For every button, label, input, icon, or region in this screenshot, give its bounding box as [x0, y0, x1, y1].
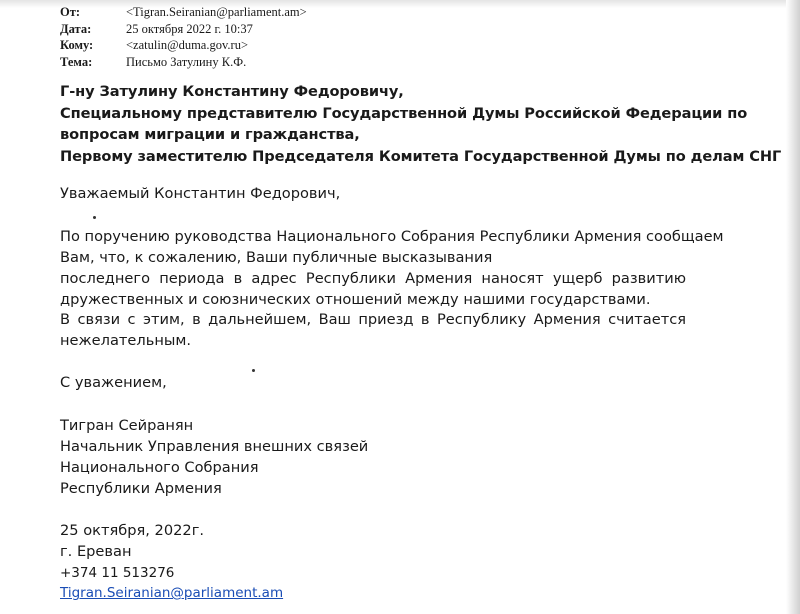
body-line-1: По поручению руководства Национального Собрания Республики Армения сообщаем [60, 228, 724, 245]
email-subject-value: Письмо Затулину К.Ф. [126, 54, 247, 69]
scan-edge-right [786, 0, 800, 614]
body-line-3: последнего периода в адрес Республики Армения наносят ущерб развитию [60, 270, 686, 287]
addressee-line-3: вопросам миграции и гражданства, [60, 126, 360, 143]
email-header [60, 4, 307, 70]
email-from-value: <Tigran.Seiranian@parliament.am> [126, 5, 307, 19]
email-date-row [60, 21, 307, 38]
signature-title-3: Республики Армения [60, 480, 222, 497]
body-line-5: В связи с этим, в дальнейшем, Ваш приезд в Республику Армения считается [60, 311, 686, 328]
email-subject-row [60, 54, 307, 71]
email-date-value: 25 октября 2022 г. 10:37 [126, 21, 253, 36]
addressee-line-2: Специальному представителю Государственной Думы Российской Федерации по [60, 105, 748, 122]
scan-speck [93, 216, 96, 219]
closing: С уважением, [60, 374, 167, 391]
footer-city: г. Ереван [60, 543, 132, 560]
body-line-6: нежелательным. [60, 332, 192, 349]
body-line-2: Вам, что, к сожалению, Ваши публичные высказывания [60, 249, 493, 266]
email-date-label: Дата: [60, 21, 92, 36]
greeting: Уважаемый Константин Федорович, [60, 185, 341, 202]
body-line-4: дружественных и союзнических отношений между нашими государствами. [60, 291, 651, 308]
signature-title-1: Начальник Управления внешних связей [60, 438, 369, 455]
addressee-line-1: Г-ну Затулину Константину Федоровичу, [60, 83, 404, 100]
signature-title-2: Национального Собрания [60, 459, 259, 476]
email-to-value: <zatulin@duma.gov.ru> [126, 38, 248, 52]
footer-email-link[interactable]: Tigran.Seiranian@parliament.am [60, 585, 284, 601]
footer-date: 25 октября, 2022г. [60, 522, 204, 539]
email-to-label: Кому: [60, 38, 94, 52]
scan-speck [252, 369, 255, 372]
signature-name: Тигран Сейранян [60, 417, 194, 434]
addressee-line-4: Первому заместителю Председателя Комитета Государственной Думы по делам СНГ [60, 148, 782, 165]
email-subject-label: Тема: [60, 54, 93, 69]
email-to-row [60, 37, 307, 54]
email-from-row [60, 4, 307, 21]
footer-phone: +374 11 513276 [60, 565, 175, 581]
email-from-label: От: [60, 5, 81, 19]
